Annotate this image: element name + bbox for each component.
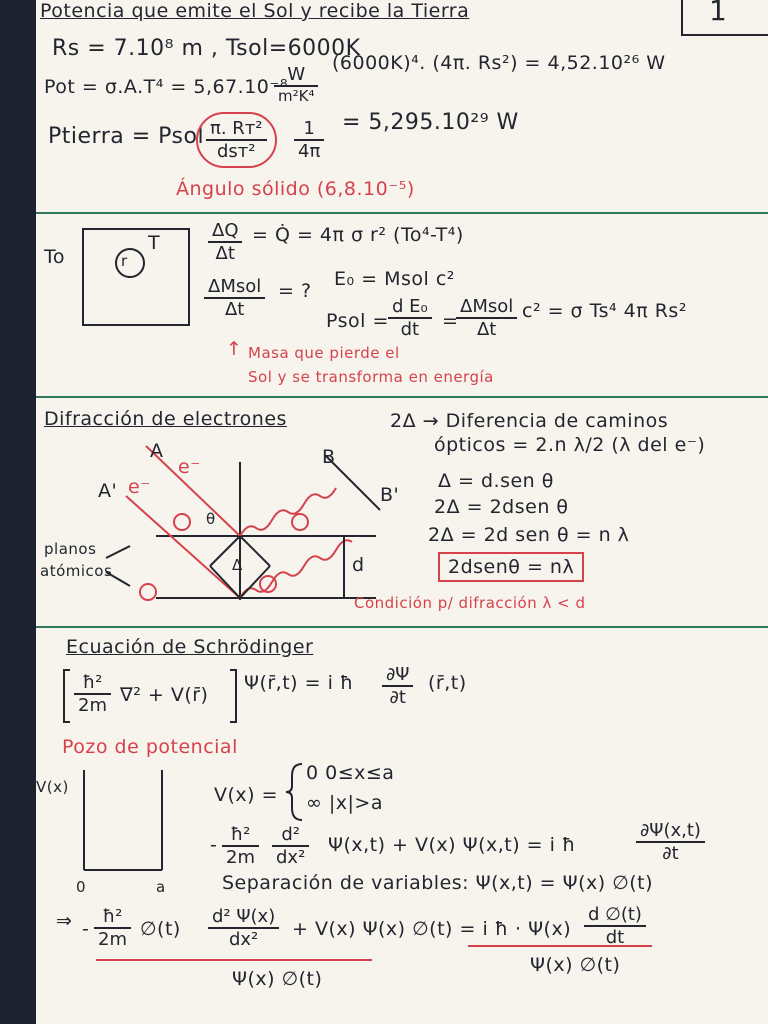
eq-b-second-derivative: $\frac{\text{d²}}{\text{dx²}}$ — [272, 824, 309, 868]
bracket-left — [64, 670, 70, 722]
heat-rate-rhs: = Q̇ = 4π σ r² (To⁴-T⁴) — [252, 224, 464, 246]
potential-case-1: 0 0≤x≤a — [306, 762, 395, 784]
atom-2 — [292, 514, 308, 530]
rest-energy-eq: E₀ = Msol c² — [334, 268, 455, 290]
well-width-label: a — [156, 878, 166, 896]
path-delta-label: Δ — [232, 556, 243, 574]
sun-power-lhs: Psol = — [326, 310, 389, 332]
solid-angle-fraction: π. Rт² dsт² — [196, 112, 277, 168]
bragg-eq: 2Δ = 2d sen θ = n λ — [428, 524, 630, 546]
implies-arrow: ⇒ — [56, 910, 73, 932]
eq-b-hbar-fraction: $\frac{\text{ħ²}}{2m}$ — [222, 824, 259, 868]
planes-label-line2: atómicos — [40, 562, 113, 580]
potential-well-title: Pozo de potencial — [62, 736, 238, 758]
diffraction-diagram — [36, 0, 768, 1024]
ray-label-a1: A' — [98, 480, 118, 502]
case-brace — [286, 764, 302, 820]
eq-c-time-derivative: $\frac{d \emptyset(t)}{dt}$ — [584, 904, 646, 948]
well-zero-label: 0 — [76, 878, 87, 896]
bracket-right — [230, 670, 236, 722]
potential-def-lhs: V(x) = — [214, 784, 279, 806]
incident-ray-a1 — [126, 496, 240, 598]
equals-sign: = — [442, 310, 459, 332]
power-unit-fraction: W m²K⁴ — [274, 64, 318, 105]
power-formula-lhs: Pot = σ.A.T⁴ = 5,67.10⁻⁸ — [44, 76, 289, 98]
schrodinger-args: (r̄,t) — [428, 672, 467, 694]
notebook-page — [36, 0, 768, 1024]
ambient-temp-label: To — [44, 246, 66, 268]
ray-label-a: A — [150, 440, 164, 462]
separation-of-variables: Separación de variables: Ψ(x,t) = Ψ(x) ∅(t) — [222, 872, 654, 894]
section3-title: Difracción de electrones — [44, 408, 287, 430]
potential-case-2: ∞ |x|>a — [306, 792, 383, 814]
eq-c-minus: - — [82, 918, 90, 940]
atom-4 — [260, 576, 276, 592]
diffraction-condition: Condición p/ difracción λ < d — [354, 594, 586, 612]
hamiltonian-terms: ∇² + V(r̄) — [120, 684, 209, 706]
mass-note-line1: Masa que pierde el — [248, 344, 400, 362]
schrodinger-rhs: Ψ(r̄,t) = i ħ — [244, 672, 354, 694]
earth-power-rhs: = 5,295.10²⁹ W — [342, 110, 519, 135]
planes-label-line1: planos — [44, 540, 97, 558]
eq-c-hbar-fraction: $\frac{\text{ħ²}}{2m}$ — [94, 906, 131, 950]
delta-side-right — [240, 536, 270, 566]
reflected-wave-b1 — [240, 540, 352, 598]
bragg-law-boxed: 2dsenθ = nλ — [438, 552, 584, 582]
eq-c-middle: + V(x) Ψ(x) ∅(t) = i ħ · Ψ(x) — [292, 918, 572, 940]
atom-3 — [140, 584, 156, 600]
eq-b-time-derivative: $\frac{\partial\Psi(x,t)}{\partial t}$ — [636, 820, 705, 864]
page-number: 1 — [709, 0, 728, 27]
mass-rate-fraction: ΔMsol Δt — [456, 296, 517, 340]
eq-c-phi: ∅(t) — [140, 918, 181, 940]
divisor-right: Ψ(x) ∅(t) — [530, 954, 621, 976]
solid-angle-note: Ángulo sólido (6,8.10⁻⁵) — [176, 178, 415, 200]
ray-label-b1: B' — [380, 484, 400, 506]
angle-theta-label: θ — [206, 510, 216, 528]
mass-note-line2: Sol y se transforma en energía — [248, 368, 494, 386]
mass-loss-fraction: ΔMsol Δt — [204, 276, 265, 320]
delta-eq: Δ = d.sen θ — [438, 470, 554, 492]
energy-rate-fraction: $\frac{\text{d E₀}}{dt}$ — [388, 296, 432, 340]
reflected-wave-b — [240, 488, 336, 536]
sphere-temp-label: T — [148, 232, 161, 254]
radius-label: r — [121, 252, 128, 270]
hbar-over-2m: $\frac{\text{ħ²}}{2m}$ — [74, 672, 111, 716]
path-diff-line2: ópticos = 2.n λ/2 (λ del e⁻) — [434, 434, 706, 456]
earth-power-lhs: Ptierra = Psol — [48, 124, 205, 149]
eq-b-minus: - — [210, 834, 218, 856]
mass-arrow: ↑ — [226, 338, 243, 360]
section1-title: Potencia que emite el Sol y recibe la Tierra — [40, 0, 470, 22]
section4-title: Ecuación de Schrödinger — [66, 636, 314, 658]
electron-label-1: e⁻ — [178, 456, 201, 478]
eq-b-middle: Ψ(x,t) + V(x) Ψ(x,t) = i ħ — [328, 834, 576, 856]
electron-label-2: e⁻ — [128, 476, 151, 498]
potential-axis-label: V(x) — [36, 778, 69, 796]
path-diff-line1: 2Δ → Diferencia de caminos — [390, 410, 669, 432]
ray-label-b: B — [322, 446, 336, 468]
spacing-label: d — [352, 554, 365, 576]
two-delta-eq: 2Δ = 2dsen θ — [434, 496, 569, 518]
section-divider-3 — [36, 626, 768, 628]
eq-c-second-derivative: $\frac{\text{d² Ψ(x)}}{\text{dx²}}$ — [208, 906, 279, 950]
partial-t-fraction: $\frac{\partial\Psi}{\partial t}$ — [382, 664, 413, 708]
power-formula-rhs: (6000K)⁴. (4π. Rs²) = 4,52.10²⁶ W — [332, 52, 666, 74]
mass-loss-question: = ? — [278, 280, 312, 302]
sun-radius-temp: Rs = 7.10⁸ m , Tsol=6000K — [52, 36, 361, 61]
delta-side-bottom-right — [240, 566, 270, 598]
heat-rate-fraction: $\frac{\Delta Q}{\Delta t}$ — [208, 220, 242, 264]
atom-1 — [174, 514, 190, 530]
planes-arrow-1 — [106, 546, 130, 558]
sun-power-rhs: c² = σ Ts⁴ 4π Rs² — [522, 300, 687, 322]
divisor-left: Ψ(x) ∅(t) — [232, 968, 323, 990]
inverse-4pi-fraction: $\frac{1}{4\pi}$ — [294, 118, 324, 162]
